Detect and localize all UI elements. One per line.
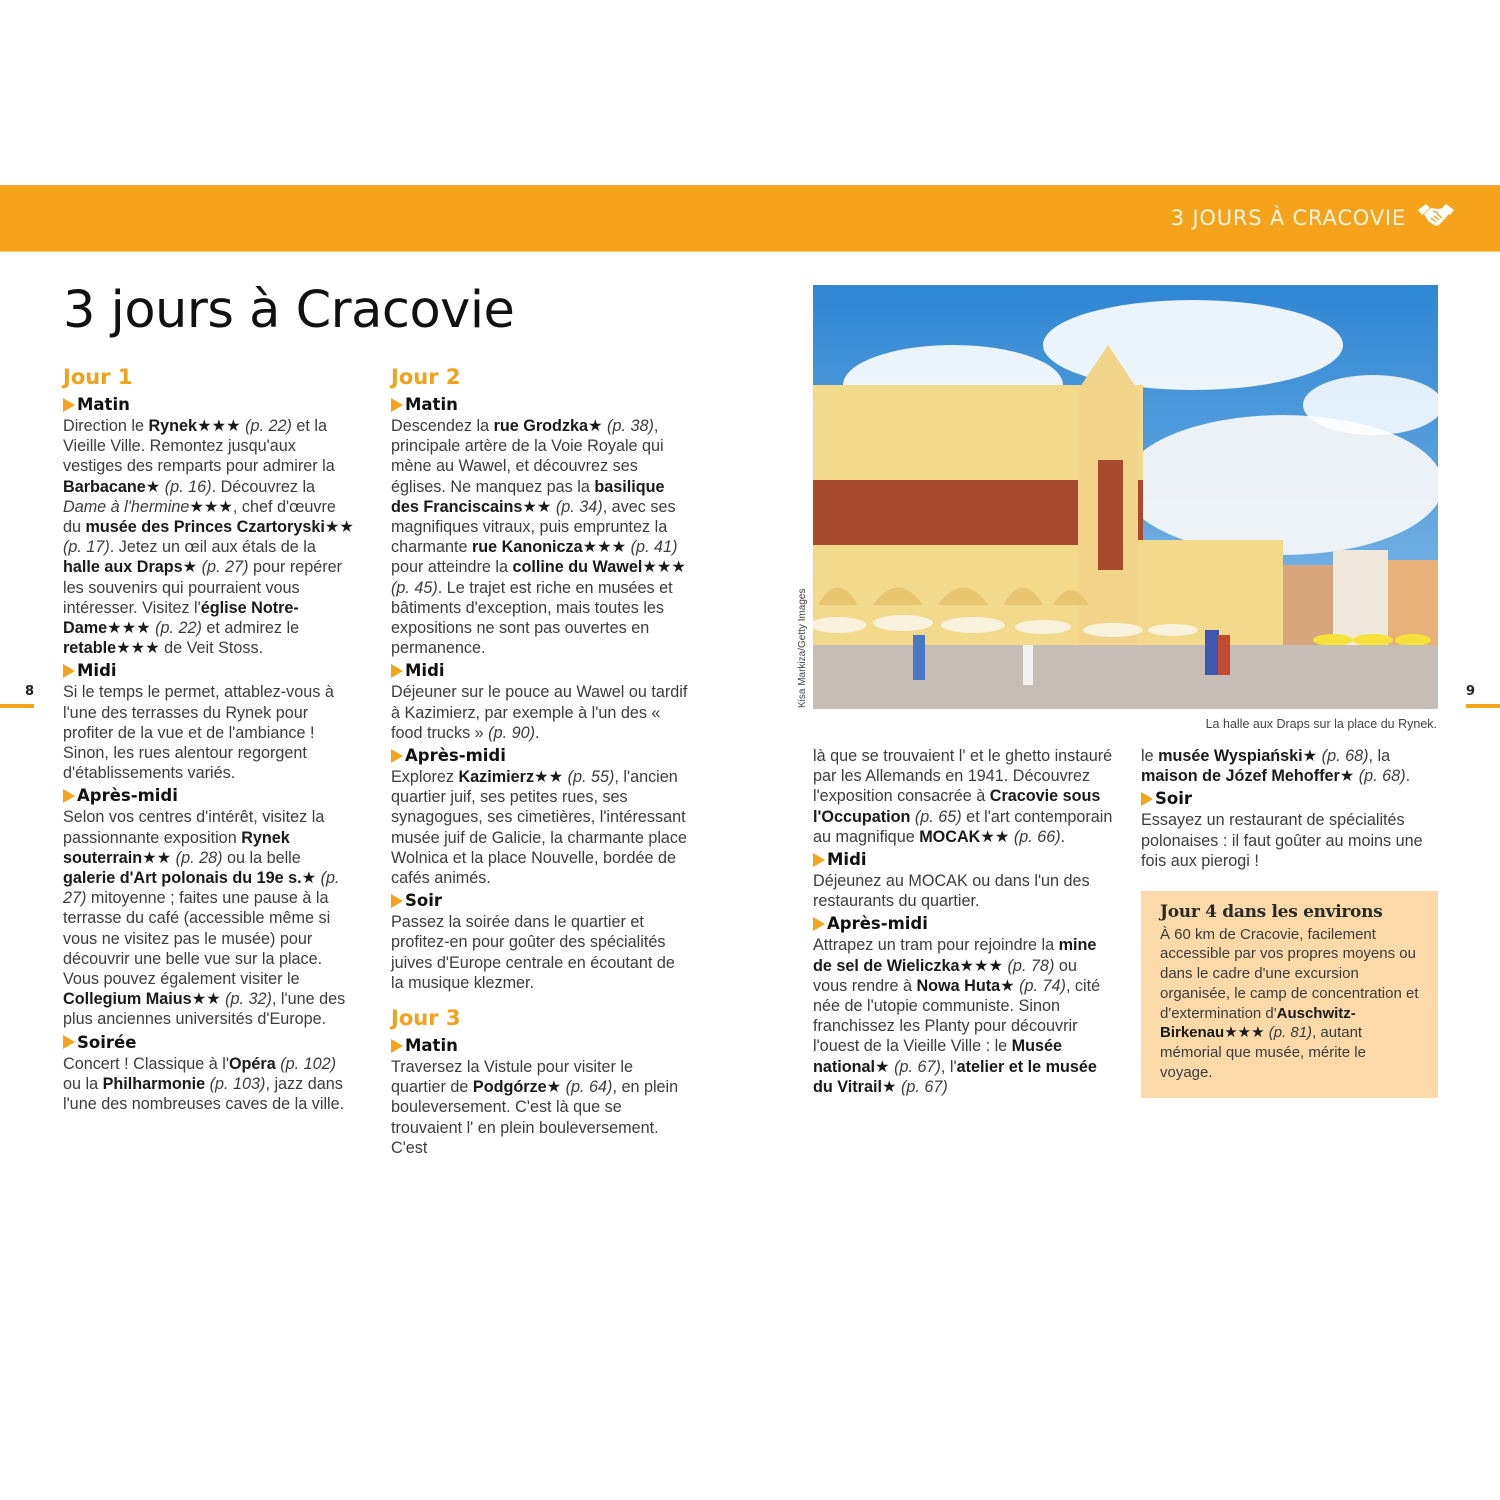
page-marker-left bbox=[0, 704, 34, 708]
highlight-place: Nowa Huta★ bbox=[916, 976, 1015, 995]
highlight-place: retable★★★ bbox=[63, 639, 160, 658]
itinerary-text: Explorez Kazimierz★★ (p. 55), l'ancien quartier juif, ses petites rues, ses synagogues, ses cimetières, l'intéressant musée juif de Galicie, la charmante place Wolnica et la place Nouvelle, bordée de cafés animés. bbox=[391, 768, 688, 888]
itinerary-text: Déjeunez au MOCAK ou dans l'un des restaurants du quartier. bbox=[813, 872, 1090, 911]
day-4-text: À 60 km de Cracovie, facilement accessible par vos propres moyens ou dans le cadre d'une excursion organisée, le camp de concentration et d'extermination d'Auschwitz-Birkenau★★★ (p. 81), autant mémorial que musée, mérite le voyage. bbox=[1160, 925, 1419, 1081]
page-number-right: 9 bbox=[1466, 684, 1476, 699]
triangle-bullet-icon bbox=[63, 789, 75, 803]
page-reference: (p. 67) bbox=[889, 1057, 941, 1076]
page-reference: (p. 68) bbox=[1317, 747, 1369, 765]
highlight-place: halle aux Draps★ bbox=[63, 558, 198, 577]
time-of-day-heading bbox=[63, 394, 355, 415]
time-of-day-heading bbox=[391, 745, 689, 766]
page-marker-right bbox=[1466, 704, 1500, 708]
page-reference: (p. 41) bbox=[626, 538, 678, 557]
highlight-place: musée des Princes Czartoryski★★ bbox=[85, 518, 354, 537]
time-of-day-heading bbox=[391, 1035, 689, 1056]
time-of-day-heading bbox=[813, 849, 1113, 870]
highlight-place: colline du Wawel★★★ bbox=[512, 558, 686, 577]
photo-cloth-hall bbox=[813, 285, 1438, 709]
itinerary-text: Descendez la rue Grodzka★ (p. 38), principale artère de la Voie Royale qui mène au Wawel, et découvrez ses églises. Ne manquez pas la basilique des Franciscains★★ (p. 34), avec ses magnifiques vitraux, puis empruntez la charmante rue Kanonicza★★★ (p. 41) pour atteindre la colline du Wawel★★★ (p. 45). Le trajet est riche en musées et bâtiments d'exception, mais toutes les expositions ne sont pas ouvertes en permanence. bbox=[391, 417, 686, 658]
time-of-day-heading bbox=[391, 660, 689, 681]
time-of-day-heading bbox=[391, 394, 689, 415]
time-of-day-heading bbox=[63, 1032, 355, 1053]
itinerary-text: Déjeuner sur le pouce au Wawel ou tardif à Kazimierz, par exemple à l'un des « food trucks » (p. 90). bbox=[391, 683, 688, 742]
page-number-left: 8 bbox=[25, 684, 35, 699]
itinerary-text: Essayez un restaurant de spécialités polonaises : il faut goûter au moins une fois aux pierogi ! bbox=[1141, 811, 1423, 870]
day-heading: Jour 1 bbox=[63, 365, 133, 389]
highlight-place: Kazimierz★★ bbox=[458, 768, 564, 787]
highlight-place: Opéra bbox=[228, 1054, 276, 1073]
time-of-day-label: Matin bbox=[405, 395, 458, 414]
page-reference: (p. 16) bbox=[160, 477, 212, 496]
page-reference: (p. 78) bbox=[1003, 956, 1055, 975]
triangle-bullet-icon bbox=[63, 664, 75, 678]
column-day-3b bbox=[1141, 746, 1441, 871]
page-reference: (p. 90) bbox=[483, 723, 535, 742]
page-reference: (p. 66) bbox=[1009, 827, 1061, 846]
section-banner bbox=[0, 185, 1500, 252]
itinerary-text: Concert ! Classique à l'Opéra (p. 102) ou la Philharmonie (p. 103), jazz dans l'une des nombreuses caves de la ville. bbox=[63, 1054, 345, 1114]
column-day-2 bbox=[391, 364, 689, 1158]
page-reference: (p. 27) bbox=[197, 558, 249, 577]
highlight-place: Cracovie sous l'Occupation bbox=[813, 787, 1101, 826]
time-of-day-heading bbox=[391, 890, 689, 911]
page-reference: (p. 32) bbox=[220, 990, 272, 1009]
triangle-bullet-icon bbox=[391, 398, 403, 412]
page-reference: (p. 68) bbox=[1354, 767, 1406, 786]
day-heading: Jour 2 bbox=[391, 365, 461, 389]
time-of-day-label: Midi bbox=[405, 661, 445, 681]
itinerary-text: Direction le Rynek★★★ (p. 22) et la Vieille Ville. Remontez jusqu'aux vestiges des remparts pour admirer la Barbacane★ (p. 16). Découvrez la Dame à l'hermine★★★, chef d'œuvre du musée des Princes Czartoryski★★ (p. 17). Jetez un œil aux étals de la halle aux Draps★ (p. 27) pour repérer les souvenirs qui pourraient vous intéresser. Visitez l'église Notre-Dame★★★ (p. 22) et admirez le retable★★★ de Veit Stoss. bbox=[63, 417, 354, 658]
page-title: 3 jours à Cracovie bbox=[63, 281, 515, 340]
day-heading: Jour 3 bbox=[391, 1006, 461, 1031]
time-of-day-heading bbox=[1141, 788, 1441, 809]
photo-illustration bbox=[813, 285, 1438, 709]
page-reference: (p. 27) bbox=[63, 869, 340, 908]
highlight-place: ★★★ bbox=[189, 497, 233, 516]
time-of-day-label: Soirée bbox=[77, 1032, 137, 1052]
highlight-place: Podgórze★ bbox=[472, 1078, 562, 1097]
itinerary-text: Si le temps le permet, attablez-vous à l'une des terrasses du Rynek pour profiter de la vue et de l'ambiance ! Sinon, les rues alentour regorgent d'établissements variés. bbox=[63, 683, 334, 783]
time-of-day-heading bbox=[63, 785, 355, 806]
highlight-place: rue Kanonicza★★★ bbox=[471, 538, 627, 557]
time-of-day-label: Soir bbox=[405, 891, 443, 911]
highlight-place: Musée national★ bbox=[813, 1037, 1063, 1076]
photo-credit: Kisa Markiza/Getty Images bbox=[797, 588, 808, 708]
highlight-place: Collegium Maius★★ bbox=[63, 990, 221, 1009]
triangle-bullet-icon bbox=[813, 853, 825, 867]
itinerary-text: le musée Wyspiański★ (p. 68), la maison de Józef Mehoffer★ (p. 68). bbox=[1141, 747, 1411, 786]
page-reference: (p. 17) bbox=[63, 538, 110, 557]
time-of-day-heading bbox=[63, 660, 355, 681]
itinerary-text: là que se trouvaient l' et le ghetto instauré par les Allemands en 1941. Découvrez l'exposition consacrée à Cracovie sous l'Occupation (p. 65) et l'art contemporain au magnifique MOCAK★★ (p. 66). bbox=[813, 747, 1113, 846]
triangle-bullet-icon bbox=[391, 749, 403, 763]
highlight-place: galerie d'Art polonais du 19e s.★ bbox=[63, 869, 317, 888]
highlight-place: Auschwitz-Birkenau★★★ bbox=[1160, 1004, 1356, 1042]
itinerary-text: Passez la soirée dans le quartier et profitez-en pour goûter des spécialités juives d'Europe centrale en écoutant de la musique klezmer. bbox=[391, 913, 675, 992]
triangle-bullet-icon bbox=[63, 1035, 75, 1049]
page-reference: (p. 38) bbox=[602, 417, 654, 435]
page-reference: (p. 65) bbox=[910, 807, 962, 826]
handshake-icon bbox=[1416, 200, 1456, 234]
highlight-place: atelier et le musée du Vitrail★ bbox=[813, 1057, 1097, 1096]
time-of-day-label: Matin bbox=[405, 1036, 458, 1056]
column-day-3a bbox=[813, 746, 1113, 1097]
day-4-title: Jour 4 dans les environs bbox=[1160, 902, 1383, 922]
highlight-place: MOCAK★★ bbox=[919, 827, 1010, 846]
time-of-day-label: Après-midi bbox=[405, 746, 506, 766]
highlight-place: Barbacane★ bbox=[63, 477, 161, 496]
highlight-place: musée Wyspiański★ bbox=[1158, 747, 1318, 765]
itinerary-text: Traversez la Vistule pour visiter le quartier de Podgórze★ (p. 64), en plein bouleversement. C'est là que se trouvaient l' en plein bouleversement. C'est bbox=[391, 1058, 679, 1157]
photo-caption: La halle aux Draps sur la place du Rynek. bbox=[1205, 717, 1437, 731]
time-of-day-label: Après-midi bbox=[827, 914, 928, 934]
page-reference: (p. 34) bbox=[551, 497, 603, 516]
page-reference: (p. 64) bbox=[561, 1078, 613, 1097]
column-day-1 bbox=[63, 364, 355, 1114]
highlight-place: basilique des Franciscains★★ bbox=[391, 477, 665, 516]
triangle-bullet-icon bbox=[391, 894, 403, 908]
page-reference: (p. 102) bbox=[275, 1054, 337, 1073]
highlight-place: Rynek★★★ bbox=[148, 417, 241, 435]
time-of-day-label: Après-midi bbox=[77, 786, 178, 806]
highlight-place: rue Grodzka★ bbox=[493, 417, 603, 435]
itinerary-text: Attrapez un tram pour rejoindre la mine de sel de Wieliczka★★★ (p. 78) ou vous rendre à Nowa Huta★ (p. 74), cité née de l'utopie communiste. Sinon franchissez les Planty pour découvrir l'ouest de la Vieille Ville : le Musée national★ (p. 67), l'atelier et le musée du Vitrail★ (p. 67) bbox=[813, 936, 1101, 1096]
time-of-day-label: Matin bbox=[77, 395, 130, 414]
page-reference: (p. 45) bbox=[391, 578, 438, 597]
page-reference: (p. 81) bbox=[1264, 1024, 1313, 1042]
highlight-place: maison de Józef Mehoffer★ bbox=[1141, 767, 1355, 786]
highlight-place: Rynek souterrain★★ bbox=[63, 828, 290, 867]
page-reference: (p. 55) bbox=[563, 768, 615, 787]
page-reference: (p. 67) bbox=[896, 1077, 948, 1096]
highlight-place: mine de sel de Wieliczka★★★ bbox=[813, 936, 1097, 975]
triangle-bullet-icon bbox=[391, 664, 403, 678]
page-reference: (p. 22) bbox=[150, 619, 202, 638]
itinerary-text: Selon vos centres d'intérêt, visitez la passionnante exposition Rynek souterrain★★ (p. 28) ou la belle galerie d'Art polonais du 19e s.★ (p. 27) mitoyenne ; faites une pause à la terrasse du café (accessible même si vous ne visitez pas le musée) pour découvrir une belle vue sur la place. Vous pouvez également visiter le Collegium Maius★★ (p. 32), l'une des plus anciennes universités d'Europe. bbox=[63, 808, 346, 1029]
triangle-bullet-icon bbox=[1141, 792, 1153, 806]
time-of-day-label: Midi bbox=[827, 850, 867, 870]
time-of-day-label: Soir bbox=[1155, 789, 1193, 809]
page-reference: (p. 28) bbox=[171, 848, 223, 867]
highlight-place: Philharmonie bbox=[102, 1074, 206, 1093]
page-reference: (p. 74) bbox=[1014, 976, 1066, 995]
triangle-bullet-icon bbox=[813, 917, 825, 931]
day-4-sidebar-box bbox=[1141, 891, 1438, 1098]
page-reference: (p. 22) bbox=[240, 417, 292, 435]
page-reference: (p. 103) bbox=[205, 1074, 266, 1093]
time-of-day-heading bbox=[813, 913, 1113, 934]
banner-title: 3 JOURS À CRACOVIE bbox=[1170, 206, 1406, 230]
highlight-place: église Notre-Dame★★★ bbox=[63, 598, 299, 638]
triangle-bullet-icon bbox=[391, 1039, 403, 1053]
page-reference: Dame à l'hermine bbox=[63, 497, 190, 516]
triangle-bullet-icon bbox=[63, 398, 75, 412]
time-of-day-label: Midi bbox=[77, 661, 117, 681]
